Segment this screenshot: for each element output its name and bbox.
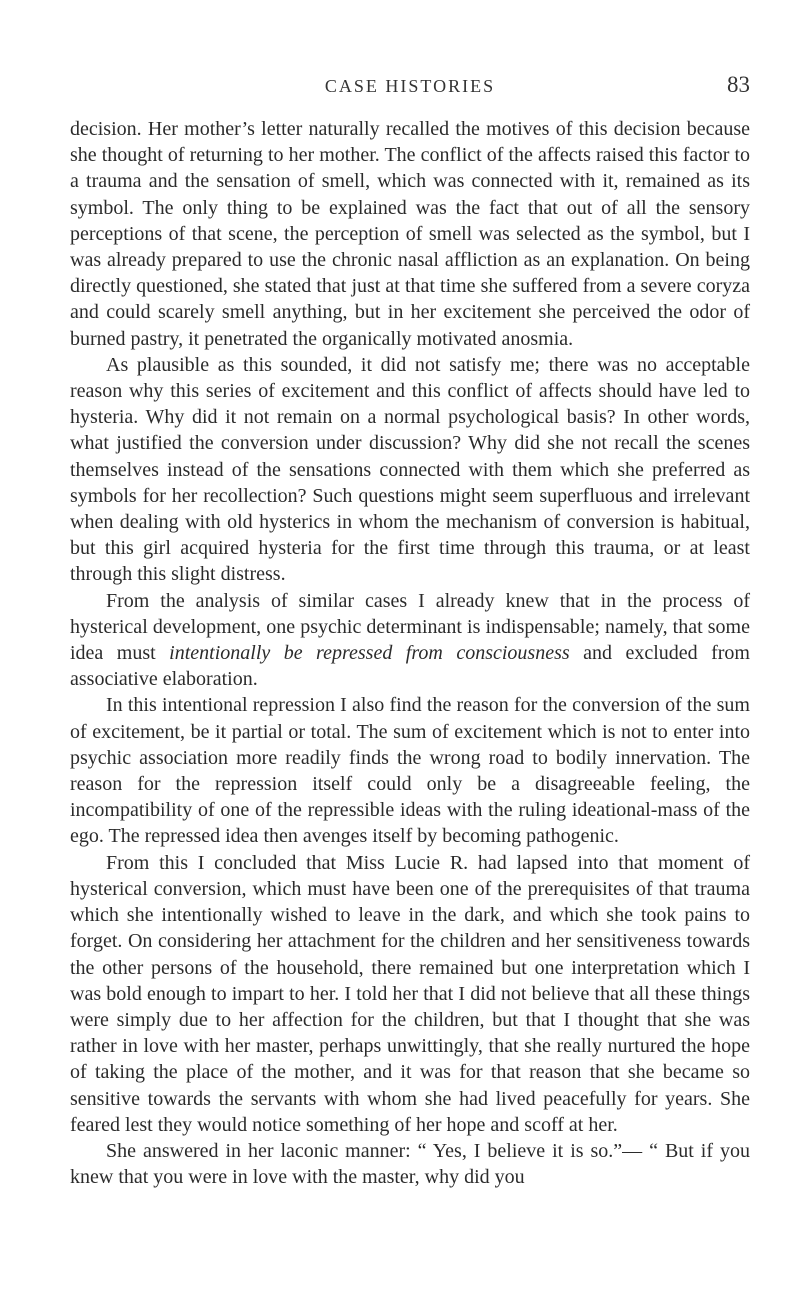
paragraph <box>70 692 750 849</box>
text-segment: In this intentional repression I also find the reason for the conversion of the sum of excitement, be it partial or total. The sum of excitement which is not to enter into psychic association more readily finds the wrong road to bodily innervation. The reason for the repression itself could only be a disagreeable feeling, the incompatibility of one of the repressible ideas with the ruling ideational-mass of the ego. The repressed idea then avenges itself by becoming pathogenic. <box>70 694 750 848</box>
running-head <box>70 72 750 102</box>
running-title: CASE HISTORIES <box>324 76 496 96</box>
text-segment: She answered in her laconic manner: “ Yes, I believe it is so.”— “ But if you knew that you were in love with the master, why did you <box>70 1139 750 1189</box>
italic-text-segment: intentionally be repressed from consciousness <box>169 642 570 665</box>
paragraph <box>70 588 750 693</box>
body-text <box>70 116 750 1190</box>
paragraph <box>70 1138 750 1190</box>
text-segment: decision. Her mother’s letter naturally recalled the motives of this decision because she thought of returning to her mother. The conflict of the affects raised this factor to a trauma and the sensation of smell, which was connected with it, remained as its symbol. The only thing to be explained was the fact that out of all the sensory perceptions of that scene, the perception of smell was selected as the symbol, but I was already prepared to use the chronic nasal affliction as an explanation. On being directly questioned, she stated that just at that time she suffered from a severe coryza and could scarely smell anything, but in her excitement she perceived the odor of burned pastry, it penetrated the organically motivated anosmia. <box>70 118 750 350</box>
page-number: 83 <box>727 72 750 97</box>
text-segment: As plausible as this sounded, it did not satisfy me; there was no acceptable reason why this series of excitement and this conflict of affects should have led to hysteria. Why did it not remain on a normal psychological basis? In other words, what justified the conversion under discussion? Why did she not recall the scenes themselves instead of the sensations connected with them which she preferred as symbols for her recollection? Such questions might seem superfluous and irrelevant when dealing with old hysterics in whom the mechanism of conversion is habitual, but this girl acquired hysteria for the first time through this trauma, or at least through this slight distress. <box>70 353 750 586</box>
paragraph <box>70 850 750 1138</box>
text-segment: and excluded from associative elaboration. <box>70 642 750 691</box>
paragraph <box>70 116 750 352</box>
text-segment: From the analysis of similar cases I already knew that in the process of hysterical development, one psychic determinant is indispensable; namely, that some idea must <box>70 589 750 665</box>
text-segment: From this I concluded that Miss Lucie R. had lapsed into that moment of hysterical conversion, which must have been one of the prerequisites of that trauma which she intentionally wished to leave in the dark, and which she took pains to forget. On considering her attachment for the children and her sensitiveness towards the other persons of the household, there remained but one interpretation which I was bold enough to impart to her. I told her that I did not believe that all these things were simply due to her affection for the children, but that I thought that she was rather in love with her master, perhaps unwittingly, that she really nurtured the hope of taking the place of the mother, and it was for that reason that she became so sensitive towards the servants with whom she had lived peacefully for years. She feared lest they would notice something of her hope and scoff at her. <box>70 851 750 1136</box>
paragraph <box>70 352 750 588</box>
